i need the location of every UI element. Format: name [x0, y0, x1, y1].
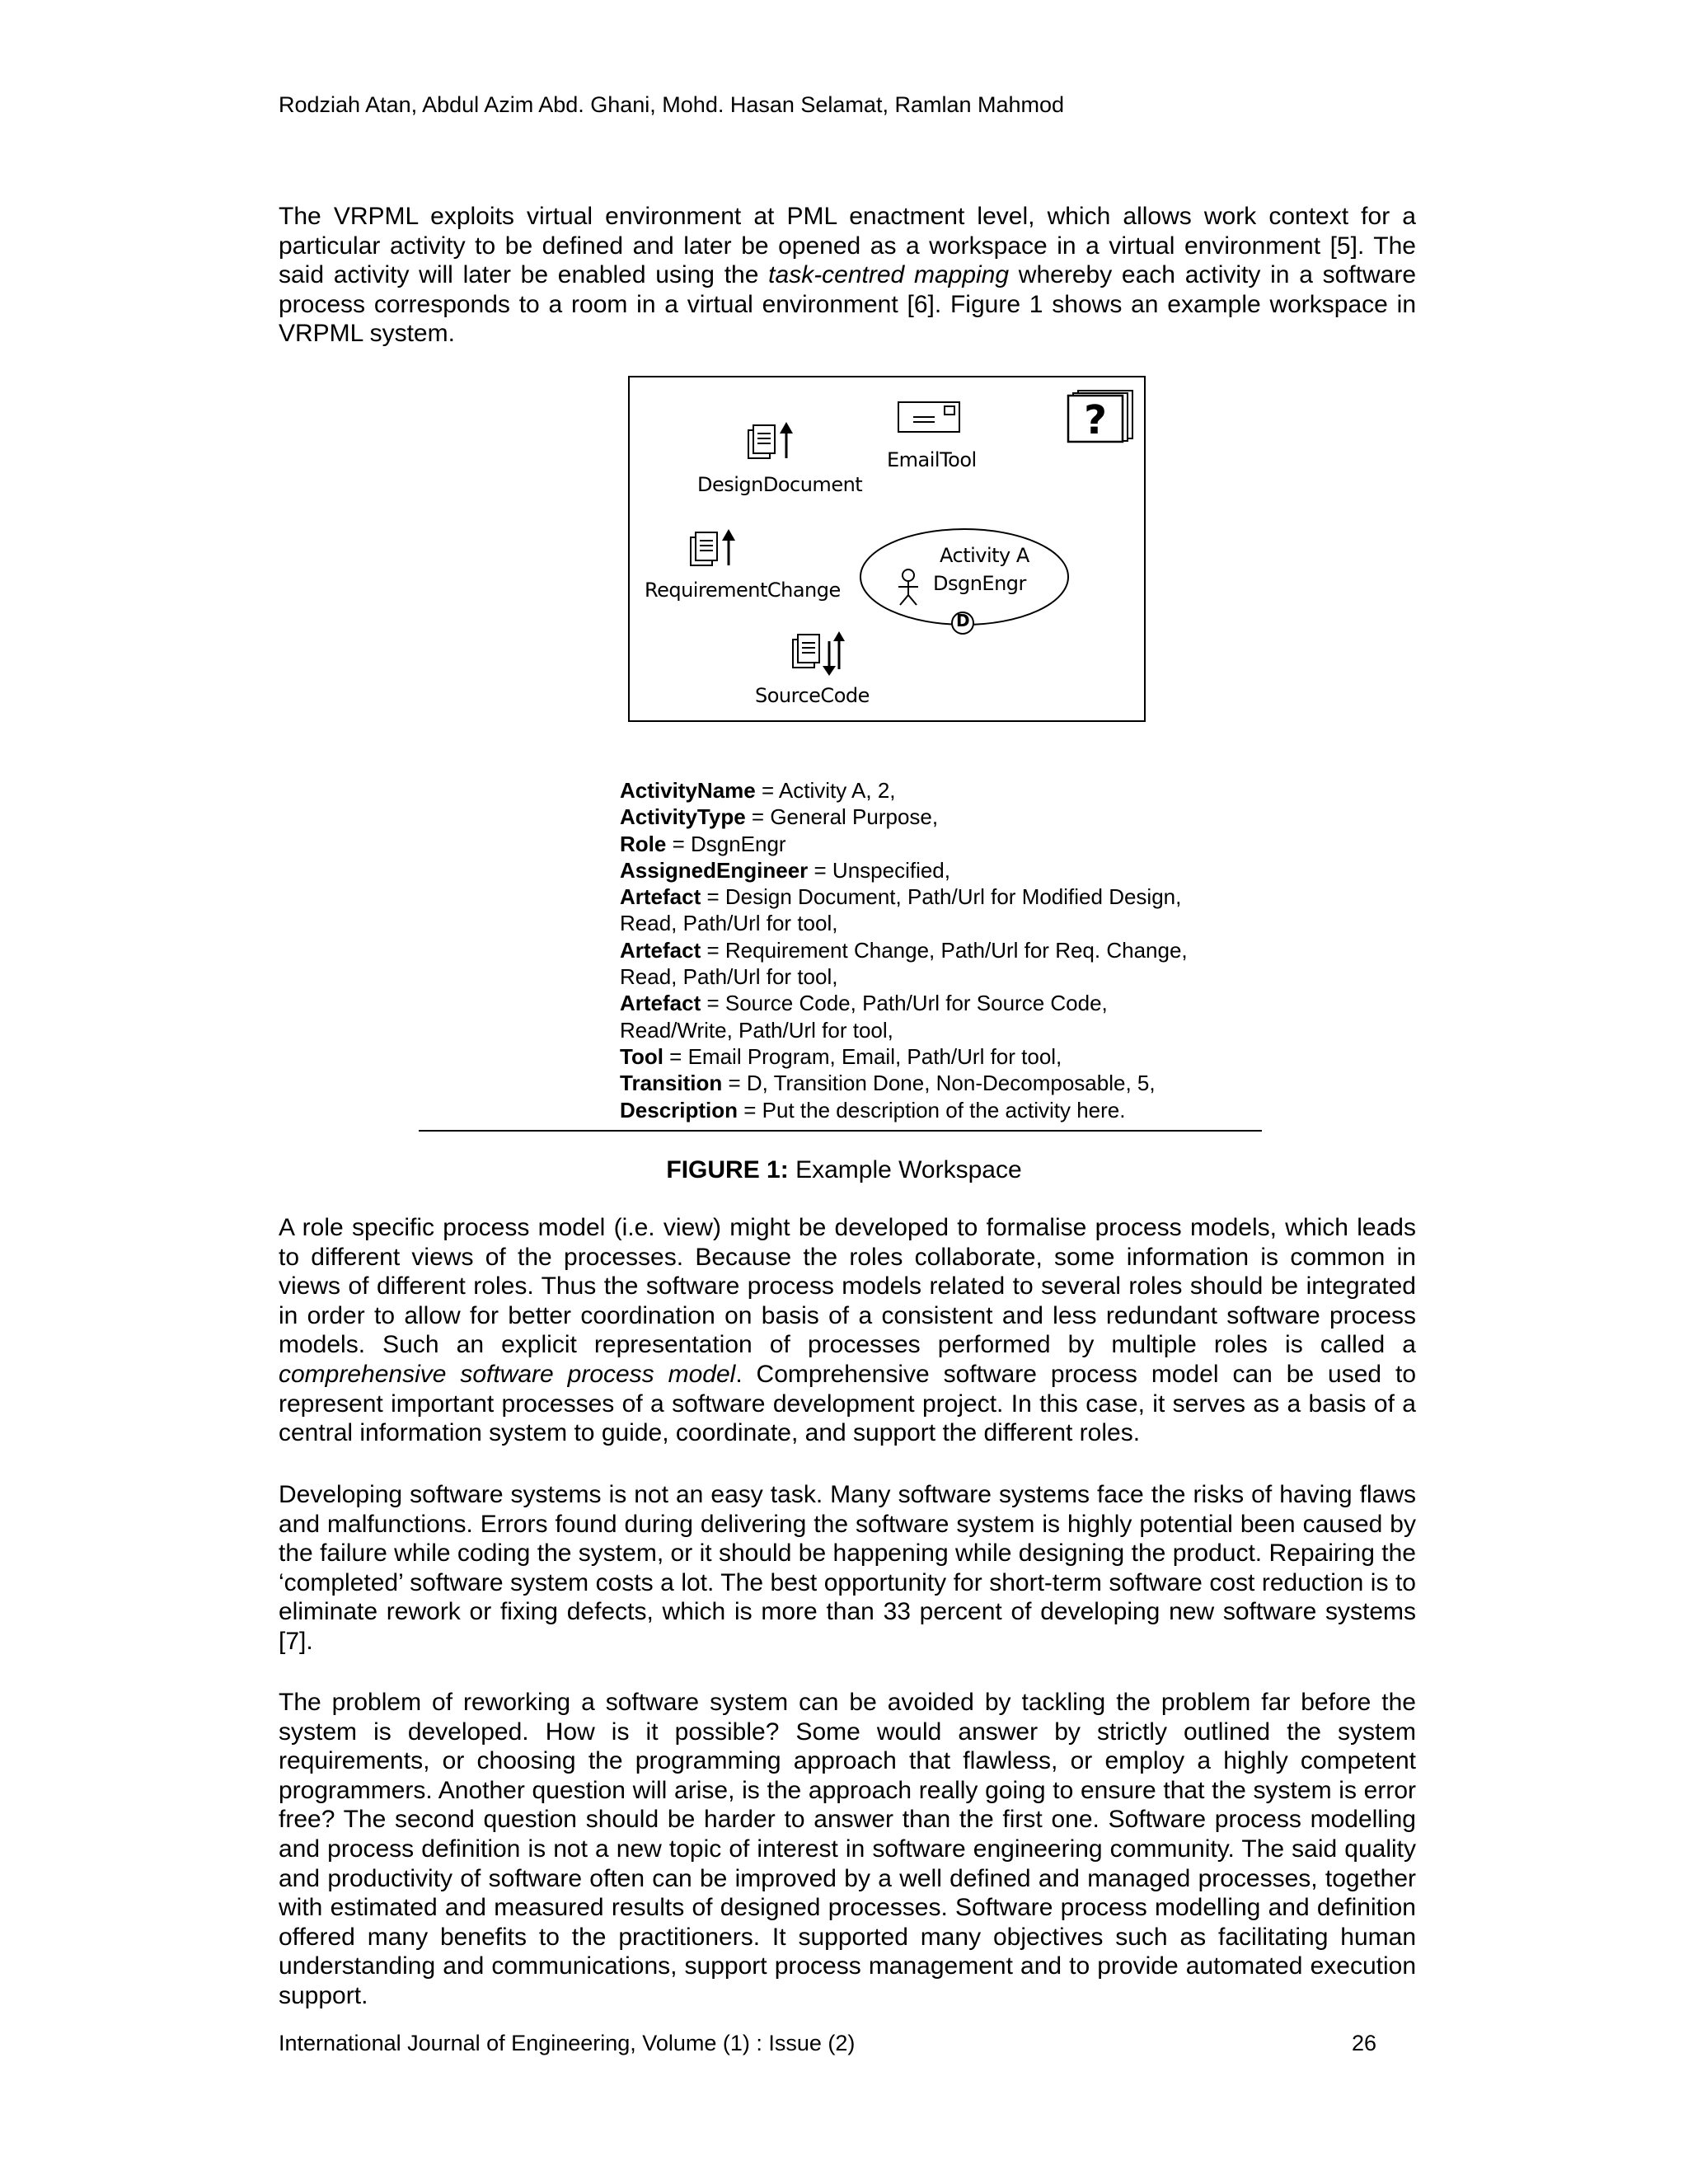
running-header-authors: Rodziah Atan, Abdul Azim Abd. Ghani, Mohd. Hasan Selamat, Ramlan Mahmod [279, 92, 1065, 117]
attr-value: = Put the description of the activity here. [738, 1097, 1126, 1122]
attr-key: Role [620, 831, 667, 856]
attr-continuation: Read/Write, Path/Url for tool, [620, 1017, 893, 1043]
attr-value: = Unspecified, [808, 857, 950, 883]
design-document-label: DesignDocument [697, 473, 863, 496]
attr-key: ActivityType [620, 804, 746, 830]
figure-caption [0, 1155, 1688, 1185]
paragraph-2: Developing software systems is not an easy task. Many software systems face the risks of having flaws and malfunctions. Errors found during delivering the software system is highly potential been caused by the failure while coding the system, or it should be happening while designing the product. Repairing the ‘completed’ software system costs a lot. The best opportunity for short-term software cost reduction is to eliminate rework or fixing defects, which is more than 33 percent of developing new software systems [7]. [279, 1481, 1416, 1655]
help-glyph: ? [1084, 397, 1107, 443]
attr-row [620, 804, 1263, 830]
attr-value: = D, Transition Done, Non-Decomposable, 5, [722, 1071, 1156, 1096]
activity-attributes [620, 777, 1263, 1123]
attr-value: = General Purpose, [745, 804, 939, 830]
requirement-change-icon [689, 527, 738, 570]
attr-key: Tool [620, 1043, 663, 1069]
intro-paragraph [279, 202, 1416, 349]
email-tool-icon [897, 401, 963, 435]
footer-journal: International Journal of Engineering, Volume (1) : Issue (2) [279, 2031, 856, 2055]
attr-key: Transition [620, 1071, 723, 1096]
attr-value: = Requirement Change, Path/Url for Req. Change, [701, 937, 1188, 963]
para1-emphasis: comprehensive software process model [279, 1360, 736, 1388]
attr-value: = Design Document, Path/Url for Modified Design, [701, 884, 1182, 910]
attr-key: Artefact [620, 991, 701, 1016]
page-number: 26 [1352, 2031, 1377, 2055]
attr-row [620, 1097, 1263, 1123]
source-code-label: SourceCode [755, 684, 870, 707]
help-icon [1067, 389, 1136, 443]
transition-label: D [956, 611, 970, 630]
intro-text-2: whereby each activity in a software process corresponds to a room in a virtual environment [6]. Figure 1 shows an example workspace in VRPML system. [279, 261, 1416, 348]
requirement-change-label: RequirementChange [645, 579, 841, 602]
attr-value: = Activity A, 2, [755, 778, 896, 803]
attr-row [620, 1043, 1263, 1070]
attr-row [620, 1070, 1263, 1096]
attr-key: AssignedEngineer [620, 857, 809, 883]
attr-row [620, 831, 1263, 857]
attr-key: Artefact [620, 884, 701, 910]
intro-emphasis: task-centred mapping [768, 261, 1010, 289]
para1-text-1: A role specific process model (i.e. view) might be developed to formalise process models, which leads to different views of the processes. Because the roles collaborate, some information is common in views of different roles. Thus the software process models related to several roles should be integrated in order to allow for better coordination on basis of a consistent and less redundant software process models. Such an explicit representation of processes performed by multiple roles is called a [279, 1214, 1416, 1359]
attr-key: Artefact [620, 937, 701, 963]
attr-key: Description [620, 1097, 738, 1122]
paragraph-3: The problem of reworking a software system can be avoided by tackling the problem far before the system is developed. How is it possible? Some would answer by strictly outlined the system requirements, or choosing the programming approach that flawless, or employ a highly competent programmers. Another question will arise, is the approach really going to ensure that the system is error free? The second question should be harder to answer than the first one. Software process modelling and process definition is not a new topic of interest in software engineering community. The said quality and productivity of software often can be improved by a well defined and managed processes, together with estimated and measured results of designed processes. Software process modelling and definition offered many benefits to the practitioners. It supported many objectives such as facilitating human understanding and communications, support process management and to provide automated execution support. [279, 1689, 1416, 2009]
caption-text: Example Workspace [788, 1156, 1022, 1183]
design-document-icon [747, 420, 796, 463]
workspace-figure [628, 376, 1146, 722]
attr-continuation: Read, Path/Url for tool, [620, 911, 838, 936]
attr-value: = Email Program, Email, Path/Url for tool, [663, 1043, 1062, 1069]
attr-key: ActivityName [620, 778, 756, 803]
paragraph-1 [279, 1213, 1416, 1448]
para1-text-2: . Comprehensive software process model can be used to represent important processes of a software development project. In this case, it serves as a basis of a central information system to guide, coordinate, and support the different roles. [279, 1360, 1416, 1447]
attr-value: = Source Code, Path/Url for Source Code, [701, 991, 1108, 1016]
attr-row [620, 777, 1263, 804]
activity-label: Activity A [940, 544, 1029, 567]
role-label: DsgnEngr [933, 572, 1026, 595]
attr-value: = DsgnEngr [666, 831, 786, 856]
figure-rule [419, 1130, 1262, 1132]
source-code-icon [791, 630, 847, 676]
intro-text-1: The VRPML exploits virtual environment at PML enactment level, which allows work context for a particular activity to be defined and later be opened as a workspace in a virtual environment [5]. The said activity will later be enabled using the [279, 203, 1416, 289]
attr-continuation: Read, Path/Url for tool, [620, 964, 838, 990]
email-tool-label: EmailTool [887, 448, 977, 471]
attr-row [620, 990, 1263, 1016]
attr-row [620, 937, 1263, 963]
caption-label: FIGURE 1: [666, 1156, 789, 1183]
attr-row [620, 857, 1263, 883]
attr-row [620, 883, 1263, 910]
